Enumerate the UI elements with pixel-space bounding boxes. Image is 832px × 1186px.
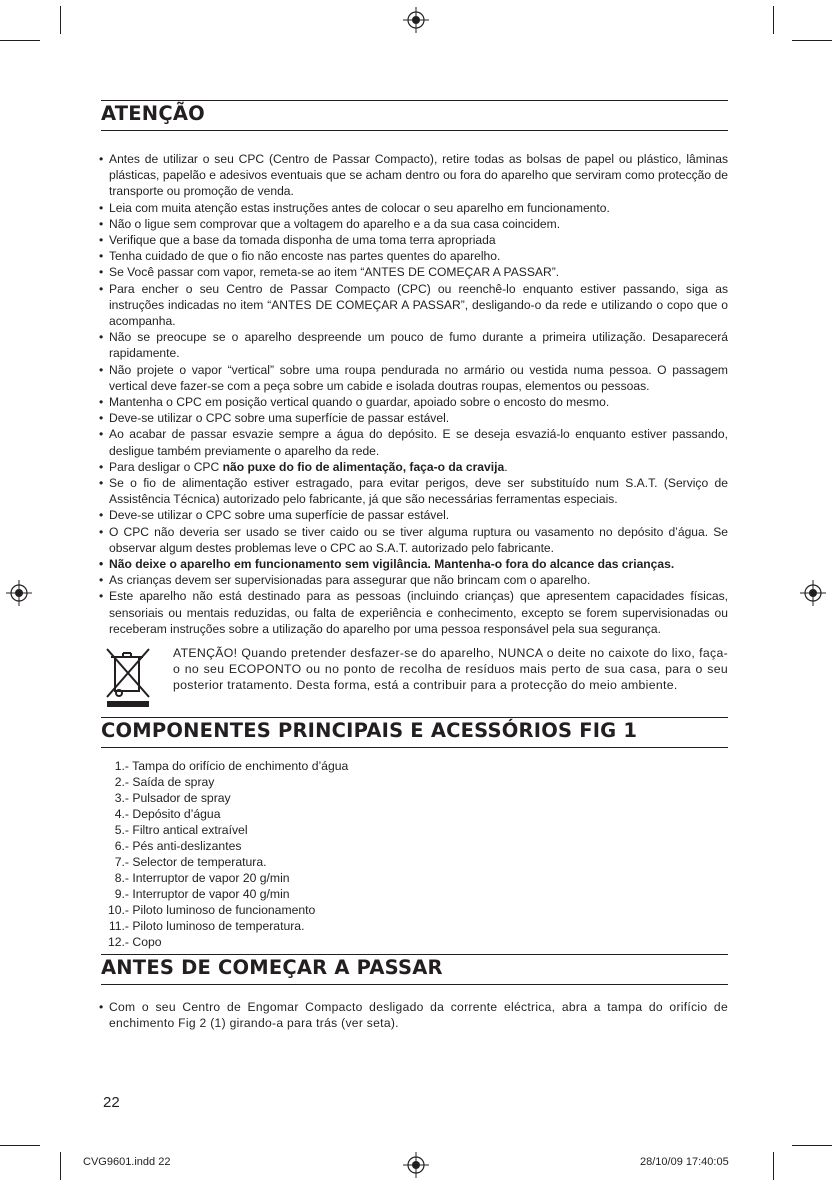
list-item: • O CPC não deveria ser usado se tiver caido ou se tiver alguma ruptura ou vasamento no depósito d’água. Se observar algum destes problemas leve o CPC ao S.A.T. autorizado pelo fabricante. [101, 524, 728, 556]
list-item: • Tenha cuidado de que o fio não encoste nas partes quentes do aparelho. [101, 248, 728, 264]
attention-list [101, 151, 728, 637]
item-label: Saída de spray [132, 775, 215, 790]
crop-mark [792, 40, 832, 41]
list-item [101, 758, 728, 774]
item-label: Interruptor de vapor 40 g/min [132, 887, 290, 902]
item-label: Depósito d’água [132, 807, 221, 822]
list-item [101, 774, 728, 790]
list-item [101, 886, 728, 902]
item-number: 2.- [114, 775, 129, 790]
list-item [101, 934, 728, 950]
registration-mark-icon [800, 580, 826, 606]
item-number: 3.- [114, 791, 129, 806]
item-number: 9.- [114, 887, 129, 902]
item-label: Pulsador de spray [132, 791, 231, 806]
list-item: • Para encher o seu Centro de Passar Compacto (CPC) ou reenchê-lo enquanto estiver passando, siga as instruções indicadas no item “ANTES DE COMEÇAR A PASSAR”, desligando-o da rede e utilizando o copo que o acompanha. [101, 281, 728, 330]
list-item: • Antes de utilizar o seu CPC (Centro de Passar Compacto), retire todas as bolsas de papel ou plástico, lâminas plásticas, papelão e adesivos eventuais que se acham dentro ou fora do aparelho que serviram como protecção de transporte ou promoção de venda. [101, 151, 728, 200]
components-list [101, 758, 728, 950]
list-item [101, 822, 728, 838]
item-number: 1.- [114, 759, 129, 774]
item-number: 12.- [107, 935, 129, 950]
unplug-warning: não puxe do fio de alimentação, faça-o da cravija [222, 459, 505, 474]
item-number: 4.- [114, 807, 129, 822]
unplug-period: . [504, 459, 508, 474]
list-item: • Com o seu Centro de Engomar Compacto desligado da corrente eléctrica, abra a tampa do orifício de enchimento Fig 2 (1) girando-a para trás (ver seta). [101, 999, 728, 1031]
list-item [101, 459, 728, 475]
item-label: Pés anti-deslizantes [132, 839, 242, 854]
attention-title: ATENÇÃO [101, 100, 728, 131]
before-title: ANTES DE COMEÇAR A PASSAR [101, 954, 728, 985]
list-item: • Deve-se utilizar o CPC sobre uma superfície de passar estável. [101, 507, 728, 523]
crossed-out-wheelie-bin-icon [101, 645, 155, 709]
list-item: • Não o ligue sem comprovar que a voltagem do aparelho e a da sua casa coincidem. [101, 216, 728, 232]
item-label: Interruptor de vapor 20 g/min [132, 871, 290, 886]
before-list [101, 999, 728, 1031]
list-item: • Se o fio de alimentação estiver estragado, para evitar perigos, deve ser substituído num S.A.T. (Serviço de Assistência Técnica) autorizado pelo fabricante, já que são necessárias ferramentas especiais. [101, 475, 728, 507]
list-item [101, 902, 728, 918]
item-number: 5.- [114, 823, 129, 838]
item-number: 10.- [107, 903, 129, 918]
list-item: • Este aparelho não está destinado para as pessoas (incluindo crianças) que apresentem capacidades físicas, sensoriais ou mentais reduzidas, ou falta de experiência e conhecimento, excepto se forem supervisionadas ou receberam instruções sobre a utilização do aparelho por uma pessoa responsável pela sua segurança. [101, 588, 728, 637]
components-title: COMPONENTES PRINCIPAIS E ACESSÓRIOS FIG 1 [101, 717, 728, 748]
item-number: 7.- [114, 855, 129, 870]
unplug-text: Para desligar o CPC [109, 459, 223, 474]
item-label: Copo [132, 935, 162, 950]
item-number: 8.- [114, 871, 129, 886]
item-label: Tampa do orifício de enchimento d’água [132, 759, 349, 774]
item-label: Filtro antical extraível [132, 823, 248, 838]
item-label: Piloto luminoso de temperatura. [132, 919, 305, 934]
components-section [101, 717, 728, 950]
list-item: • Mantenha o CPC em posição vertical quando o guardar, apoiado sobre o encosto do mesmo. [101, 394, 728, 410]
list-item: • Não deixe o aparelho em funcionamento sem vigilância. Mantenha-o fora do alcance das crianças. [101, 556, 728, 572]
list-item: • Não projete o vapor “vertical” sobre uma roupa pendurada no armário ou vestida numa pessoa. O passagem vertical deve fazer-se com a peça sobre um cabide e isolada doutras roupas, elementos ou pessoas. [101, 362, 728, 394]
slug-timestamp: 28/10/09 17:40:05 [640, 1156, 729, 1168]
crop-mark [60, 6, 61, 34]
item-number: 11.- [108, 919, 129, 934]
crop-mark [0, 1145, 40, 1146]
list-item: • Verifique que a base da tomada disponha de uma toma terra apropriada [101, 232, 728, 248]
list-item: • Ao acabar de passar esvazie sempre a água do depósito. E se deseja esvaziá-lo enquanto estiver passando, desligue também previamente o aparelho da rede. [101, 426, 728, 458]
list-item: • Leia com muita atenção estas instruções antes de colocar o seu aparelho em funcionamento. [101, 200, 728, 216]
list-item [101, 918, 728, 934]
crop-mark [773, 6, 774, 34]
list-item [101, 806, 728, 822]
page-number: 22 [103, 1094, 120, 1111]
before-section [101, 954, 728, 1031]
weee-notice [101, 645, 728, 709]
list-item: • Não se preocupe se o aparelho despreende um pouco de fumo durante a primeira utilização. Desaparecerá rapidamente. [101, 329, 728, 361]
list-item [101, 790, 728, 806]
item-label: Selector de temperatura. [132, 855, 267, 870]
crop-mark [792, 1145, 832, 1146]
registration-mark-icon [6, 580, 32, 606]
item-label: Piloto luminoso de funcionamento [132, 903, 316, 918]
registration-mark-icon [403, 1152, 429, 1178]
crop-mark [60, 1152, 61, 1180]
registration-mark-icon [403, 7, 429, 33]
list-item: • Deve-se utilizar o CPC sobre uma superfície de passar estável. [101, 410, 728, 426]
crop-mark [0, 40, 40, 41]
list-item [101, 838, 728, 854]
list-item: • Se Você passar com vapor, remeta-se ao item “ANTES DE COMEÇAR A PASSAR”. [101, 264, 728, 280]
list-item [101, 870, 728, 886]
attention-section [101, 100, 728, 709]
crop-mark [773, 1152, 774, 1180]
slug-filename: CVG9601.indd 22 [83, 1156, 171, 1168]
list-item [101, 854, 728, 870]
weee-text: ATENÇÃO! Quando pretender desfazer-se do aparelho, NUNCA o deite no caixote do lixo, faça-o no seu ECOPONTO ou no ponto de recolha de resíduos mais perto de sua casa, para o seu posterior tratamento. Desta forma, está a contribuir para a protecção do meio ambiente. [173, 646, 728, 693]
item-number: 6.- [114, 839, 129, 854]
list-item: • As crianças devem ser supervisionadas para assegurar que não brincam com o aparelho. [101, 572, 728, 588]
page-content [101, 100, 728, 1032]
